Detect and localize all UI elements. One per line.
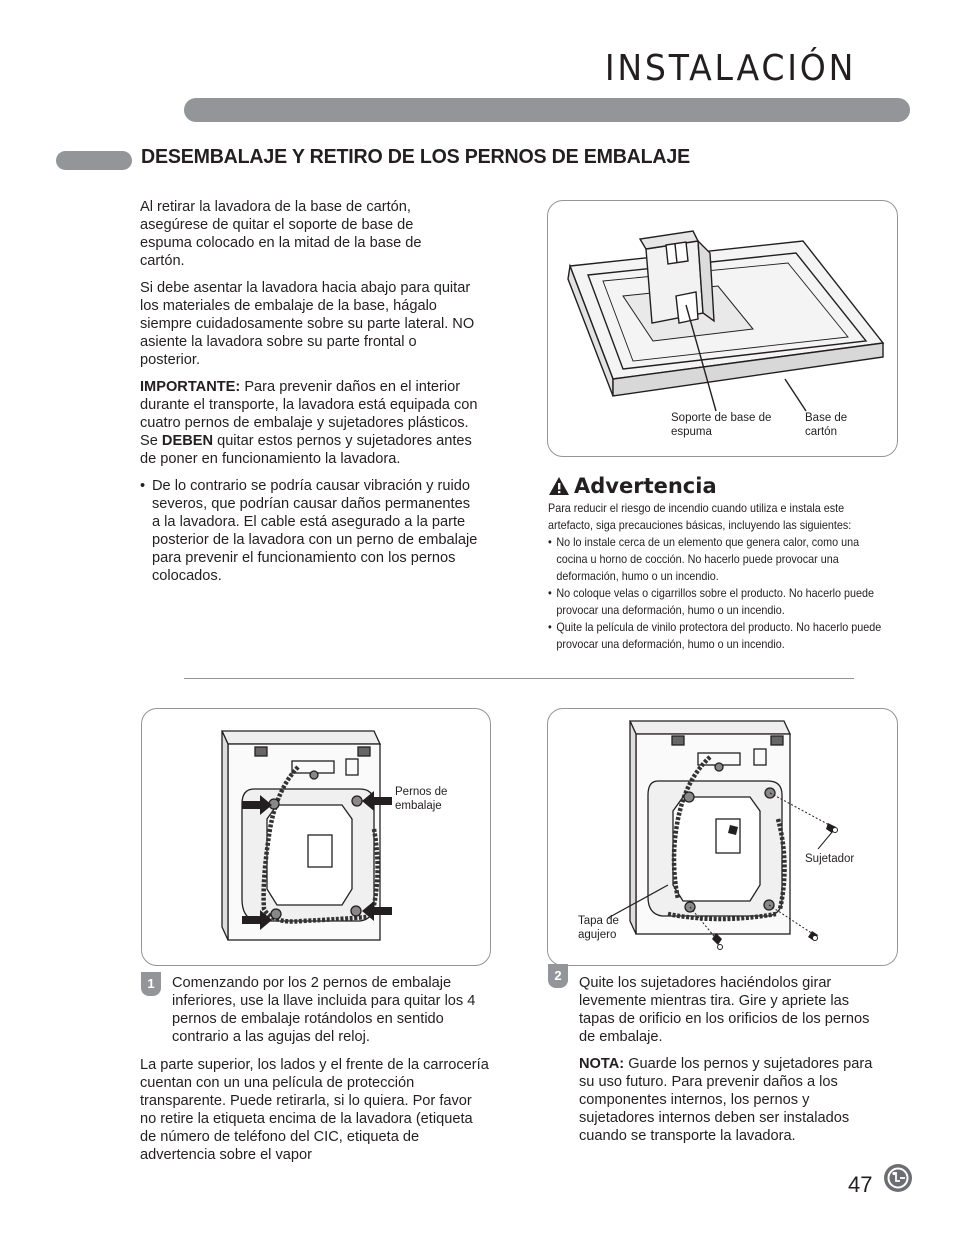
lg-logo <box>883 1163 913 1193</box>
section-heading: DESEMBALAJE Y RETIRO DE LOS PERNOS DE EMBALAJE <box>141 146 690 168</box>
intro-paragraph-1: Al retirar la lavadora de la base de cartón, asegúrese de quitar el soporte de base de espuma colocado en la mitad de la base de cartón. <box>140 199 422 269</box>
lg-logo-icon <box>883 1163 913 1193</box>
important-paragraph <box>140 378 480 468</box>
warning-item <box>548 619 890 653</box>
note-text: Guarde los pernos y sujetadores para su uso futuro. Para prevenir daños a los componentes internos, los pernos y sujetadores internos deben ser instalados cuando se transporte la lavadora. <box>579 1056 873 1144</box>
page-number: 47 <box>848 1172 873 1197</box>
warning-block <box>548 474 893 653</box>
important-text-a: Para prevenir daños en el interior durante el transporte, la lavadora está equipada con cuatro pernos de embalaje y sujetadores plásticos. Se <box>140 379 478 449</box>
step-2-note <box>579 1055 879 1145</box>
header-bar <box>184 98 910 122</box>
bullet-dot: • <box>140 478 146 494</box>
step-2-text: Quite los sujetadores haciéndolos girar levemente mientras tira. Gire y apriete las tapas de orificio en los orificios de los pernos de embalaje. <box>579 975 870 1045</box>
bullet-dot: • <box>548 621 552 634</box>
page-title: INSTALACIÓN <box>604 48 856 89</box>
warning-title: Advertencia <box>574 474 717 498</box>
warning-intro: Para reducir el riesgo de incendio cuando utiliza e instala este artefacto, siga precauciones básicas, incluyendo las siguientes: <box>548 502 852 532</box>
label-fastener: Sujetador <box>805 853 855 865</box>
figure-step1 <box>141 708 491 966</box>
step-1-extra-text: La parte superior, los lados y el frente de la carrocería cuentan con un una película de protección transparente. Puede retirarla, si lo quiera. Por favor no retire la etiqueta encima de la lavadora (etiqueta de número de teléfono del CIC, etiqueta de advertencia sobre el vapor <box>140 1057 489 1163</box>
bullet-dot: • <box>548 536 552 549</box>
warning-item-text: Quite la película de vinilo protectora del producto. No hacerlo puede provocar una deformación, humo o un incendio. <box>556 621 882 651</box>
label-hole-cap: Tapa de agujero <box>578 915 619 941</box>
important-text-b: quitar estos pernos y sujetadores antes de poner en funcionamiento la lavadora. <box>140 433 472 467</box>
warning-item <box>548 534 890 585</box>
section-divider <box>184 678 854 679</box>
warning-bullet <box>140 477 480 585</box>
label-foam-support: Soporte de base de espuma <box>671 412 772 438</box>
warning-body <box>548 500 890 653</box>
bullet-text: De lo contrario se podría causar vibración y ruido severos, que podrían causar daños permanentes a la lavadora. El cable está asegurado a la parte posterior de la lavadora con un perno de embalaje para prevenir el funcionamiento con los pernos colocados. <box>152 478 478 584</box>
intro-paragraph-2: Si debe asentar la lavadora hacia abajo para quitar los materiales de embalaje de la base, hágalo siempre cuidadosamente sobre su parte lateral. NO asiente la lavadora sobre su parte frontal o posterior. <box>140 280 475 368</box>
warning-heading <box>548 474 893 498</box>
bullet-dot: • <box>548 587 552 600</box>
warning-triangle-icon <box>548 476 570 496</box>
step-1-badge: 1 <box>141 972 161 996</box>
label-packing-bolts: Pernos de embalaje <box>395 786 448 812</box>
washer-rear-illustration-1 <box>142 709 490 965</box>
important-label: IMPORTANTE: <box>140 379 241 395</box>
warning-item-text: No coloque velas o cigarrillos sobre el producto. No hacerlo puede provocar una deformación, humo o un incendio. <box>556 587 875 617</box>
important-must: DEBEN <box>161 433 214 449</box>
label-cardboard-base: Base de cartón <box>805 412 848 438</box>
step-1-text: Comenzando por los 2 pernos de embalaje inferiores, use la llave incluida para quitar los 4 pernos de embalaje rotándolos en sentido contrario a las agujas del reloj. <box>172 975 476 1045</box>
step-2-badge: 2 <box>548 964 568 988</box>
intro-text <box>140 198 480 585</box>
warning-item <box>548 585 890 619</box>
warning-item-text: No lo instale cerca de un elemento que genera calor, como una cocina u horno de cocción. No hacerlo puede provocar una deformación, humo o un incendio. <box>556 536 860 583</box>
section-marker <box>56 151 132 170</box>
figure-step2 <box>547 708 898 966</box>
figure-cardboard-base <box>547 200 898 457</box>
note-label: NOTA: <box>579 1056 625 1072</box>
